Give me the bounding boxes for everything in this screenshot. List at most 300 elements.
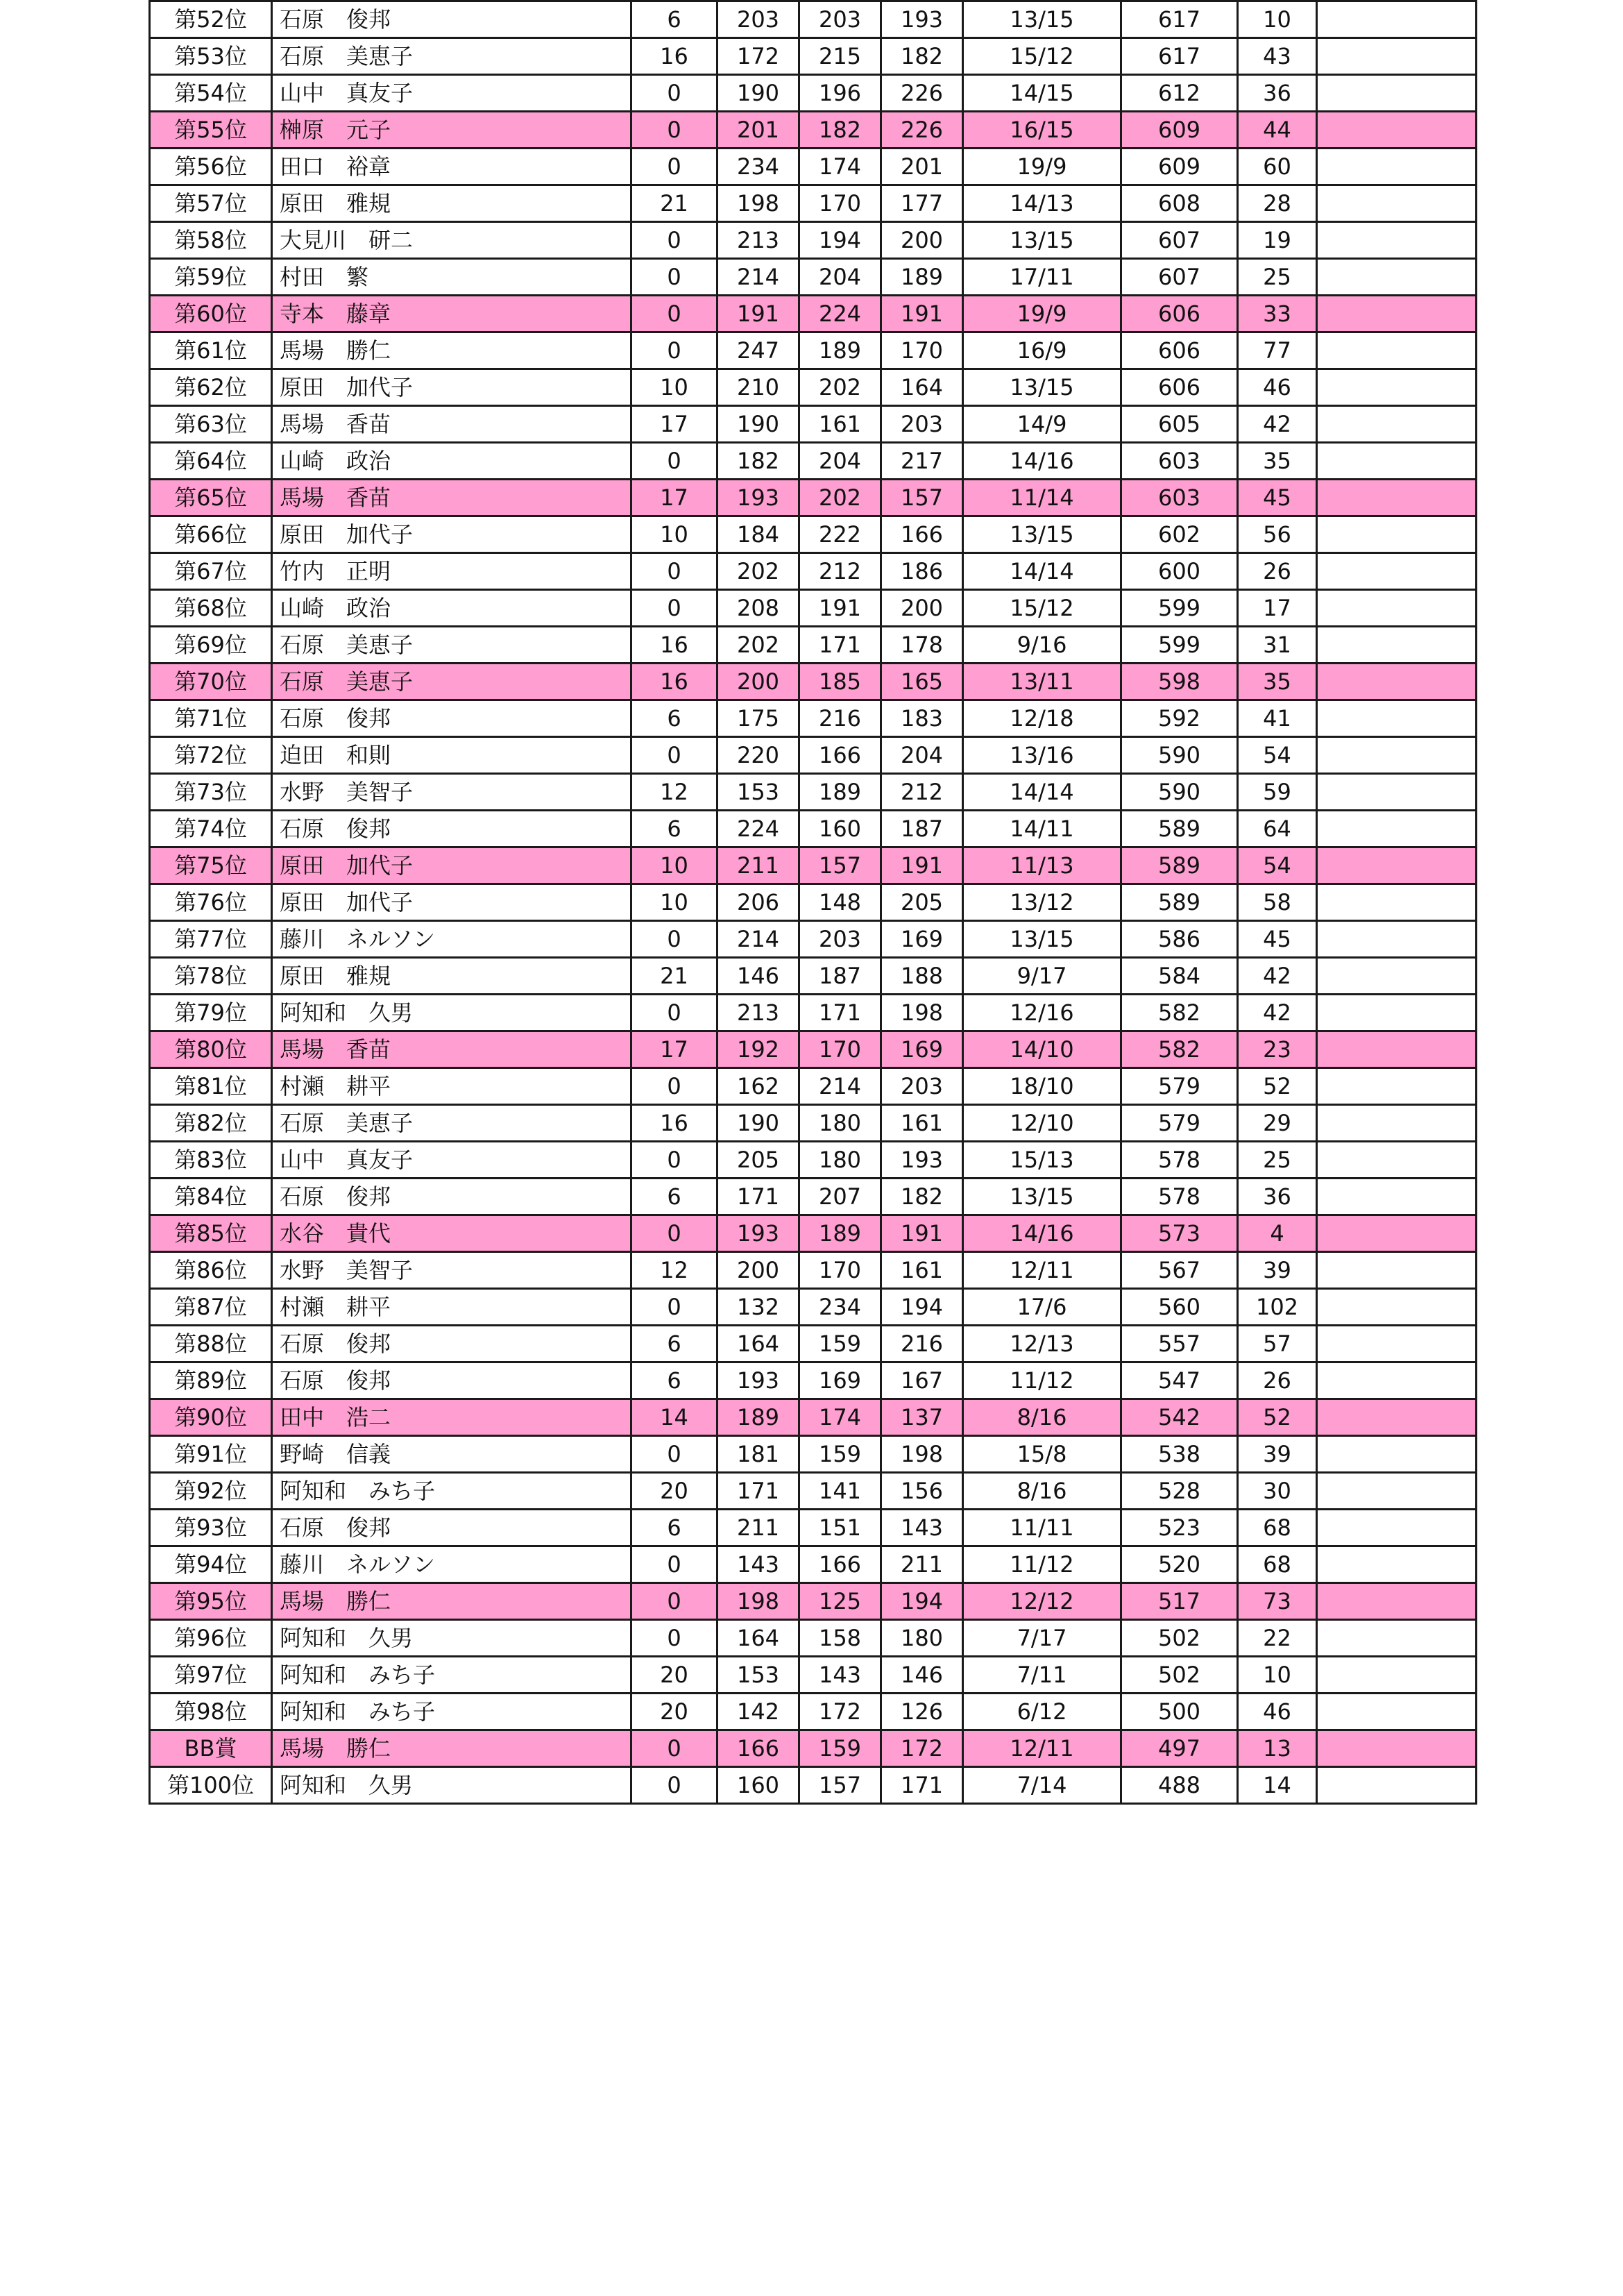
- handicap-cell: 16: [631, 627, 717, 664]
- game1-score-cell: 166: [717, 1730, 799, 1767]
- game2-score-cell: 222: [799, 516, 881, 553]
- player-name-cell: 大見川 研二: [272, 222, 631, 259]
- strike-spare-cell: 11/14: [963, 480, 1121, 516]
- game3-score-cell: 200: [881, 590, 963, 627]
- rank-cell: 第71位: [150, 700, 272, 737]
- strike-spare-cell: 7/14: [963, 1767, 1121, 1804]
- player-name-cell: 原田 雅規: [272, 185, 631, 222]
- total-score-cell: 607: [1121, 222, 1238, 259]
- high-low-diff-cell: 64: [1238, 811, 1317, 847]
- player-name-cell: 山中 真友子: [272, 1142, 631, 1179]
- strike-spare-cell: 8/16: [963, 1399, 1121, 1436]
- table-row: [150, 1436, 1477, 1473]
- high-low-diff-cell: 17: [1238, 590, 1317, 627]
- player-name-cell: 藤川 ネルソン: [272, 921, 631, 958]
- high-low-diff-cell: 39: [1238, 1252, 1317, 1289]
- game3-score-cell: 182: [881, 38, 963, 75]
- player-name-cell: 石原 俊邦: [272, 1179, 631, 1215]
- total-score-cell: 599: [1121, 590, 1238, 627]
- game3-score-cell: 137: [881, 1399, 963, 1436]
- game3-score-cell: 212: [881, 774, 963, 811]
- game2-score-cell: 204: [799, 259, 881, 296]
- player-name-cell: 榊原 元子: [272, 112, 631, 149]
- game2-score-cell: 191: [799, 590, 881, 627]
- high-low-diff-cell: 35: [1238, 664, 1317, 700]
- strike-spare-cell: 13/15: [963, 921, 1121, 958]
- total-score-cell: 617: [1121, 1, 1238, 38]
- strike-spare-cell: 19/9: [963, 149, 1121, 185]
- total-score-cell: 617: [1121, 38, 1238, 75]
- table-row: [150, 1473, 1477, 1510]
- game3-score-cell: 211: [881, 1546, 963, 1583]
- strike-spare-cell: 12/18: [963, 700, 1121, 737]
- rank-cell: 第55位: [150, 112, 272, 149]
- total-score-cell: 542: [1121, 1399, 1238, 1436]
- rank-cell: 第85位: [150, 1215, 272, 1252]
- rank-cell: 第79位: [150, 995, 272, 1031]
- rank-cell: 第89位: [150, 1362, 272, 1399]
- player-name-cell: 水谷 貴代: [272, 1215, 631, 1252]
- game3-score-cell: 191: [881, 296, 963, 332]
- table-row: [150, 1252, 1477, 1289]
- game1-score-cell: 162: [717, 1068, 799, 1105]
- game3-score-cell: 198: [881, 995, 963, 1031]
- game3-score-cell: 180: [881, 1620, 963, 1657]
- player-name-cell: 阿知和 久男: [272, 995, 631, 1031]
- game2-score-cell: 159: [799, 1436, 881, 1473]
- game1-score-cell: 213: [717, 222, 799, 259]
- rank-cell: 第76位: [150, 884, 272, 921]
- table-row: [150, 1730, 1477, 1767]
- high-low-diff-cell: 42: [1238, 406, 1317, 443]
- high-low-diff-cell: 44: [1238, 112, 1317, 149]
- rank-cell: 第93位: [150, 1510, 272, 1546]
- strike-spare-cell: 15/13: [963, 1142, 1121, 1179]
- game2-score-cell: 143: [799, 1657, 881, 1694]
- strike-spare-cell: 15/12: [963, 590, 1121, 627]
- rank-cell: 第92位: [150, 1473, 272, 1510]
- game1-score-cell: 164: [717, 1326, 799, 1362]
- game1-score-cell: 198: [717, 185, 799, 222]
- handicap-cell: 6: [631, 1179, 717, 1215]
- game1-score-cell: 190: [717, 406, 799, 443]
- table-row: [150, 1510, 1477, 1546]
- game3-score-cell: 170: [881, 332, 963, 369]
- table-row: [150, 222, 1477, 259]
- strike-spare-cell: 13/11: [963, 664, 1121, 700]
- game2-score-cell: 180: [799, 1142, 881, 1179]
- high-low-diff-cell: 45: [1238, 921, 1317, 958]
- strike-spare-cell: 14/14: [963, 774, 1121, 811]
- strike-spare-cell: 14/9: [963, 406, 1121, 443]
- player-name-cell: 阿知和 みち子: [272, 1473, 631, 1510]
- strike-spare-cell: 12/13: [963, 1326, 1121, 1362]
- rank-cell: 第74位: [150, 811, 272, 847]
- handicap-cell: 0: [631, 296, 717, 332]
- total-score-cell: 578: [1121, 1142, 1238, 1179]
- game3-score-cell: 226: [881, 75, 963, 112]
- game1-score-cell: 211: [717, 847, 799, 884]
- blank-cell: [1317, 847, 1477, 884]
- high-low-diff-cell: 10: [1238, 1, 1317, 38]
- total-score-cell: 523: [1121, 1510, 1238, 1546]
- handicap-cell: 20: [631, 1657, 717, 1694]
- game1-score-cell: 202: [717, 627, 799, 664]
- player-name-cell: 馬場 香苗: [272, 406, 631, 443]
- handicap-cell: 10: [631, 884, 717, 921]
- table-row: [150, 884, 1477, 921]
- table-row: [150, 774, 1477, 811]
- blank-cell: [1317, 480, 1477, 516]
- game2-score-cell: 189: [799, 1215, 881, 1252]
- strike-spare-cell: 13/15: [963, 369, 1121, 406]
- game2-score-cell: 216: [799, 700, 881, 737]
- total-score-cell: 589: [1121, 847, 1238, 884]
- total-score-cell: 582: [1121, 1031, 1238, 1068]
- handicap-cell: 0: [631, 1436, 717, 1473]
- handicap-cell: 12: [631, 774, 717, 811]
- high-low-diff-cell: 52: [1238, 1399, 1317, 1436]
- high-low-diff-cell: 19: [1238, 222, 1317, 259]
- strike-spare-cell: 13/16: [963, 737, 1121, 774]
- high-low-diff-cell: 14: [1238, 1767, 1317, 1804]
- strike-spare-cell: 14/11: [963, 811, 1121, 847]
- total-score-cell: 586: [1121, 921, 1238, 958]
- rank-cell: 第80位: [150, 1031, 272, 1068]
- table-row: [150, 811, 1477, 847]
- player-name-cell: 原田 加代子: [272, 847, 631, 884]
- blank-cell: [1317, 1436, 1477, 1473]
- high-low-diff-cell: 54: [1238, 847, 1317, 884]
- game2-score-cell: 151: [799, 1510, 881, 1546]
- total-score-cell: 520: [1121, 1546, 1238, 1583]
- blank-cell: [1317, 774, 1477, 811]
- player-name-cell: 原田 加代子: [272, 884, 631, 921]
- high-low-diff-cell: 29: [1238, 1105, 1317, 1142]
- high-low-diff-cell: 25: [1238, 1142, 1317, 1179]
- handicap-cell: 16: [631, 1105, 717, 1142]
- blank-cell: [1317, 995, 1477, 1031]
- game2-score-cell: 170: [799, 1252, 881, 1289]
- handicap-cell: 0: [631, 1767, 717, 1804]
- game1-score-cell: 190: [717, 75, 799, 112]
- high-low-diff-cell: 43: [1238, 38, 1317, 75]
- game3-score-cell: 178: [881, 627, 963, 664]
- total-score-cell: 557: [1121, 1326, 1238, 1362]
- blank-cell: [1317, 1694, 1477, 1730]
- handicap-cell: 6: [631, 1326, 717, 1362]
- game1-score-cell: 182: [717, 443, 799, 480]
- rank-cell: 第57位: [150, 185, 272, 222]
- high-low-diff-cell: 28: [1238, 185, 1317, 222]
- high-low-diff-cell: 58: [1238, 884, 1317, 921]
- blank-cell: [1317, 1252, 1477, 1289]
- table-row: [150, 1546, 1477, 1583]
- strike-spare-cell: 14/15: [963, 75, 1121, 112]
- game2-score-cell: 189: [799, 774, 881, 811]
- game1-score-cell: 210: [717, 369, 799, 406]
- total-score-cell: 602: [1121, 516, 1238, 553]
- handicap-cell: 12: [631, 1252, 717, 1289]
- high-low-diff-cell: 60: [1238, 149, 1317, 185]
- high-low-diff-cell: 42: [1238, 995, 1317, 1031]
- total-score-cell: 497: [1121, 1730, 1238, 1767]
- handicap-cell: 21: [631, 185, 717, 222]
- table-row: [150, 1362, 1477, 1399]
- game1-score-cell: 181: [717, 1436, 799, 1473]
- total-score-cell: 584: [1121, 958, 1238, 995]
- table-row: [150, 369, 1477, 406]
- rank-cell: 第68位: [150, 590, 272, 627]
- table-row: [150, 921, 1477, 958]
- high-low-diff-cell: 26: [1238, 553, 1317, 590]
- game3-score-cell: 157: [881, 480, 963, 516]
- game3-score-cell: 217: [881, 443, 963, 480]
- rank-cell: 第59位: [150, 259, 272, 296]
- rank-cell: 第94位: [150, 1546, 272, 1583]
- player-name-cell: 石原 俊邦: [272, 1362, 631, 1399]
- game1-score-cell: 193: [717, 1362, 799, 1399]
- handicap-cell: 14: [631, 1399, 717, 1436]
- total-score-cell: 589: [1121, 811, 1238, 847]
- blank-cell: [1317, 1031, 1477, 1068]
- total-score-cell: 607: [1121, 259, 1238, 296]
- game3-score-cell: 198: [881, 1436, 963, 1473]
- game3-score-cell: 166: [881, 516, 963, 553]
- rank-cell: 第60位: [150, 296, 272, 332]
- high-low-diff-cell: 4: [1238, 1215, 1317, 1252]
- high-low-diff-cell: 102: [1238, 1289, 1317, 1326]
- game2-score-cell: 141: [799, 1473, 881, 1510]
- table-row: [150, 112, 1477, 149]
- game3-score-cell: 186: [881, 553, 963, 590]
- game1-score-cell: 211: [717, 1510, 799, 1546]
- high-low-diff-cell: 68: [1238, 1510, 1317, 1546]
- game3-score-cell: 194: [881, 1583, 963, 1620]
- blank-cell: [1317, 1657, 1477, 1694]
- total-score-cell: 547: [1121, 1362, 1238, 1399]
- game2-score-cell: 214: [799, 1068, 881, 1105]
- game1-score-cell: 214: [717, 259, 799, 296]
- game2-score-cell: 169: [799, 1362, 881, 1399]
- game2-score-cell: 202: [799, 480, 881, 516]
- handicap-cell: 0: [631, 737, 717, 774]
- strike-spare-cell: 14/14: [963, 553, 1121, 590]
- high-low-diff-cell: 22: [1238, 1620, 1317, 1657]
- player-name-cell: 馬場 勝仁: [272, 1730, 631, 1767]
- player-name-cell: 田口 裕章: [272, 149, 631, 185]
- table-row: [150, 995, 1477, 1031]
- handicap-cell: 0: [631, 921, 717, 958]
- strike-spare-cell: 13/15: [963, 1179, 1121, 1215]
- rank-cell: 第58位: [150, 222, 272, 259]
- total-score-cell: 517: [1121, 1583, 1238, 1620]
- high-low-diff-cell: 54: [1238, 737, 1317, 774]
- strike-spare-cell: 12/12: [963, 1583, 1121, 1620]
- player-name-cell: 石原 俊邦: [272, 1326, 631, 1362]
- game3-score-cell: 193: [881, 1, 963, 38]
- total-score-cell: 528: [1121, 1473, 1238, 1510]
- total-score-cell: 582: [1121, 995, 1238, 1031]
- handicap-cell: 0: [631, 75, 717, 112]
- handicap-cell: 17: [631, 406, 717, 443]
- game1-score-cell: 160: [717, 1767, 799, 1804]
- game3-score-cell: 203: [881, 406, 963, 443]
- game2-score-cell: 180: [799, 1105, 881, 1142]
- handicap-cell: 10: [631, 369, 717, 406]
- game3-score-cell: 189: [881, 259, 963, 296]
- game1-score-cell: 184: [717, 516, 799, 553]
- player-name-cell: 石原 俊邦: [272, 1510, 631, 1546]
- game2-score-cell: 196: [799, 75, 881, 112]
- game2-score-cell: 171: [799, 995, 881, 1031]
- table-row: [150, 1620, 1477, 1657]
- handicap-cell: 10: [631, 516, 717, 553]
- table-row: [150, 1583, 1477, 1620]
- strike-spare-cell: 15/12: [963, 38, 1121, 75]
- handicap-cell: 10: [631, 847, 717, 884]
- blank-cell: [1317, 369, 1477, 406]
- game3-score-cell: 183: [881, 700, 963, 737]
- game2-score-cell: 174: [799, 149, 881, 185]
- game3-score-cell: 188: [881, 958, 963, 995]
- game2-score-cell: 171: [799, 627, 881, 664]
- game3-score-cell: 194: [881, 1289, 963, 1326]
- total-score-cell: 502: [1121, 1620, 1238, 1657]
- game1-score-cell: 234: [717, 149, 799, 185]
- table-row: [150, 1289, 1477, 1326]
- game2-score-cell: 170: [799, 1031, 881, 1068]
- game2-score-cell: 157: [799, 847, 881, 884]
- strike-spare-cell: 13/15: [963, 222, 1121, 259]
- table-row: [150, 443, 1477, 480]
- total-score-cell: 606: [1121, 369, 1238, 406]
- high-low-diff-cell: 57: [1238, 1326, 1317, 1362]
- total-score-cell: 488: [1121, 1767, 1238, 1804]
- total-score-cell: 603: [1121, 480, 1238, 516]
- high-low-diff-cell: 31: [1238, 627, 1317, 664]
- rank-cell: 第97位: [150, 1657, 272, 1694]
- handicap-cell: 16: [631, 664, 717, 700]
- player-name-cell: 石原 俊邦: [272, 811, 631, 847]
- high-low-diff-cell: 25: [1238, 259, 1317, 296]
- high-low-diff-cell: 46: [1238, 369, 1317, 406]
- blank-cell: [1317, 811, 1477, 847]
- game2-score-cell: 172: [799, 1694, 881, 1730]
- strike-spare-cell: 11/13: [963, 847, 1121, 884]
- player-name-cell: 村瀬 耕平: [272, 1068, 631, 1105]
- game2-score-cell: 166: [799, 1546, 881, 1583]
- rank-cell: 第63位: [150, 406, 272, 443]
- rank-cell: 第69位: [150, 627, 272, 664]
- blank-cell: [1317, 1473, 1477, 1510]
- handicap-cell: 20: [631, 1694, 717, 1730]
- rank-cell: 第65位: [150, 480, 272, 516]
- player-name-cell: 馬場 勝仁: [272, 332, 631, 369]
- player-name-cell: 石原 美恵子: [272, 664, 631, 700]
- game2-score-cell: 174: [799, 1399, 881, 1436]
- total-score-cell: 598: [1121, 664, 1238, 700]
- blank-cell: [1317, 516, 1477, 553]
- handicap-cell: 0: [631, 1583, 717, 1620]
- game2-score-cell: 207: [799, 1179, 881, 1215]
- game2-score-cell: 166: [799, 737, 881, 774]
- table-row: [150, 737, 1477, 774]
- handicap-cell: 21: [631, 958, 717, 995]
- player-name-cell: 石原 俊邦: [272, 700, 631, 737]
- blank-cell: [1317, 443, 1477, 480]
- total-score-cell: 603: [1121, 443, 1238, 480]
- rank-cell: 第56位: [150, 149, 272, 185]
- total-score-cell: 609: [1121, 149, 1238, 185]
- table-row: [150, 1179, 1477, 1215]
- game2-score-cell: 161: [799, 406, 881, 443]
- table-row: [150, 1031, 1477, 1068]
- game1-score-cell: 191: [717, 296, 799, 332]
- player-name-cell: 原田 加代子: [272, 516, 631, 553]
- player-name-cell: 阿知和 久男: [272, 1767, 631, 1804]
- rank-cell: 第83位: [150, 1142, 272, 1179]
- game1-score-cell: 206: [717, 884, 799, 921]
- blank-cell: [1317, 332, 1477, 369]
- handicap-cell: 0: [631, 222, 717, 259]
- game1-score-cell: 208: [717, 590, 799, 627]
- strike-spare-cell: 18/10: [963, 1068, 1121, 1105]
- blank-cell: [1317, 406, 1477, 443]
- blank-cell: [1317, 1546, 1477, 1583]
- game3-score-cell: 171: [881, 1767, 963, 1804]
- handicap-cell: 0: [631, 553, 717, 590]
- rank-cell: 第84位: [150, 1179, 272, 1215]
- strike-spare-cell: 14/16: [963, 443, 1121, 480]
- rank-cell: 第88位: [150, 1326, 272, 1362]
- game3-score-cell: 203: [881, 1068, 963, 1105]
- blank-cell: [1317, 1215, 1477, 1252]
- blank-cell: [1317, 664, 1477, 700]
- blank-cell: [1317, 590, 1477, 627]
- game3-score-cell: 146: [881, 1657, 963, 1694]
- player-name-cell: 藤川 ネルソン: [272, 1546, 631, 1583]
- rank-cell: 第91位: [150, 1436, 272, 1473]
- strike-spare-cell: 13/15: [963, 516, 1121, 553]
- total-score-cell: 592: [1121, 700, 1238, 737]
- game3-score-cell: 143: [881, 1510, 963, 1546]
- blank-cell: [1317, 1179, 1477, 1215]
- blank-cell: [1317, 1105, 1477, 1142]
- blank-cell: [1317, 1399, 1477, 1436]
- total-score-cell: 605: [1121, 406, 1238, 443]
- blank-cell: [1317, 112, 1477, 149]
- player-name-cell: 石原 美恵子: [272, 627, 631, 664]
- strike-spare-cell: 13/12: [963, 884, 1121, 921]
- blank-cell: [1317, 884, 1477, 921]
- total-score-cell: 608: [1121, 185, 1238, 222]
- rank-cell: 第96位: [150, 1620, 272, 1657]
- player-name-cell: 石原 美恵子: [272, 38, 631, 75]
- high-low-diff-cell: 45: [1238, 480, 1317, 516]
- table-row: [150, 406, 1477, 443]
- game3-score-cell: 226: [881, 112, 963, 149]
- blank-cell: [1317, 1142, 1477, 1179]
- game2-score-cell: 203: [799, 1, 881, 38]
- strike-spare-cell: 12/16: [963, 995, 1121, 1031]
- rank-cell: 第62位: [150, 369, 272, 406]
- high-low-diff-cell: 13: [1238, 1730, 1317, 1767]
- game1-score-cell: 164: [717, 1620, 799, 1657]
- strike-spare-cell: 13/15: [963, 1, 1121, 38]
- game3-score-cell: 177: [881, 185, 963, 222]
- table-row: [150, 627, 1477, 664]
